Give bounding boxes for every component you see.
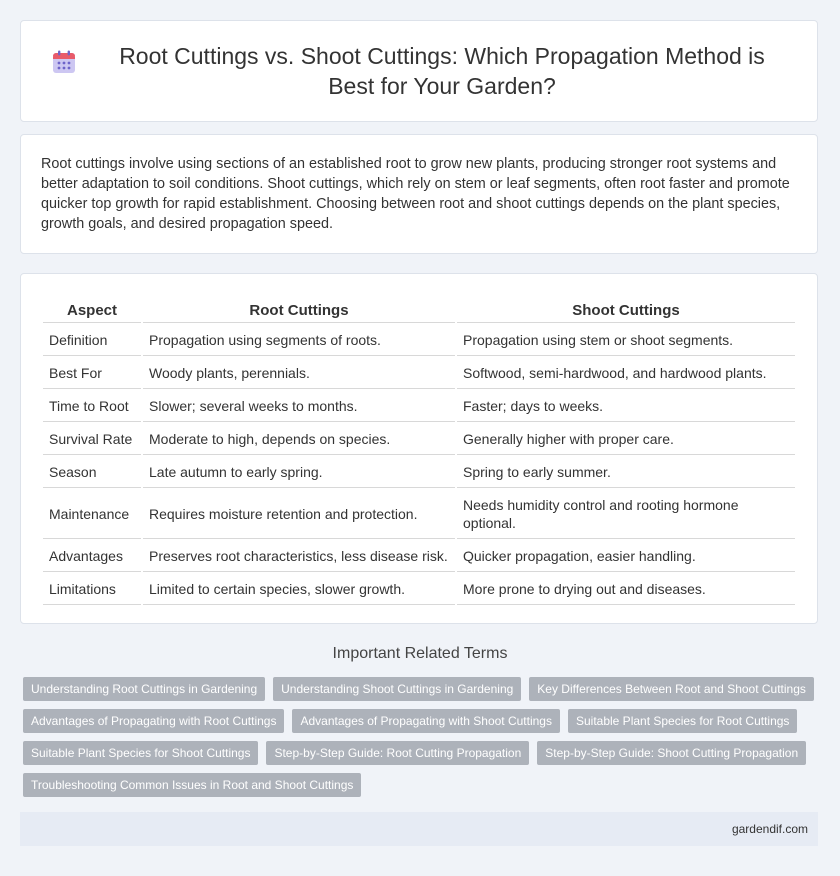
intro-paragraph: Root cuttings involve using sections of an established root to grow new plants, producing stronger root systems and better adaptation to soil conditions. Shoot cuttings, which rely on stem or leaf segments, often root faster and promote quicker top growth for rapid establishment. Choosing between root and shoot cuttings depends on the plant species, growth goals, and desired propagation speed. [41,156,790,232]
comparison-table [41,294,797,607]
root-cuttings-cell: Woody plants, perennials. [143,358,455,389]
root-cuttings-cell: Requires moisture retention and protection. [143,490,455,539]
aspect-cell: Definition [43,325,141,356]
related-term-tag[interactable]: Suitable Plant Species for Shoot Cuttings [23,741,258,765]
table-row [43,574,795,605]
table-row [43,325,795,356]
shoot-cuttings-cell: Propagation using stem or shoot segments. [457,325,795,356]
shoot-cuttings-cell: Spring to early summer. [457,457,795,488]
table-row [43,358,795,389]
table-header-row [43,296,795,323]
footer-bar [20,812,818,846]
related-term-tag[interactable]: Troubleshooting Common Issues in Root and Shoot Cuttings [23,773,361,797]
aspect-cell: Survival Rate [43,424,141,455]
related-term-tag[interactable]: Understanding Shoot Cuttings in Gardening [273,677,521,701]
related-term-tag[interactable]: Understanding Root Cuttings in Gardening [23,677,265,701]
footer-site-link[interactable]: gardendif.com [731,822,808,836]
table-row [43,424,795,455]
shoot-cuttings-cell: Needs humidity control and rooting hormone optional. [457,490,795,539]
aspect-cell: Limitations [43,574,141,605]
aspect-cell: Time to Root [43,391,141,422]
header-card [20,20,818,122]
shoot-cuttings-cell: Generally higher with proper care. [457,424,795,455]
related-term-tag[interactable]: Advantages of Propagating with Root Cuttings [23,709,284,733]
shoot-cuttings-cell: Quicker propagation, easier handling. [457,541,795,572]
related-terms-list [23,677,823,805]
related-term-tag[interactable]: Suitable Plant Species for Root Cuttings [568,709,797,733]
aspect-cell: Advantages [43,541,141,572]
table-row [43,541,795,572]
table-row [43,391,795,422]
comparison-table-card [20,273,818,624]
root-cuttings-cell: Late autumn to early spring. [143,457,455,488]
root-cuttings-cell: Moderate to high, depends on species. [143,424,455,455]
aspect-cell: Best For [43,358,141,389]
page-title: Root Cuttings vs. Shoot Cuttings: Which Propagation Method is Best for Your Garden? [119,43,765,99]
aspect-cell: Maintenance [43,490,141,539]
column-header-shoot-cuttings: Shoot Cuttings [457,296,795,323]
intro-card [20,134,818,254]
aspect-cell: Season [43,457,141,488]
related-term-tag[interactable]: Advantages of Propagating with Shoot Cuttings [292,709,560,733]
title-wrap [51,41,787,101]
related-term-tag[interactable]: Step-by-Step Guide: Root Cutting Propagation [266,741,529,765]
related-terms-title: Important Related Terms [332,645,508,662]
root-cuttings-cell: Slower; several weeks to months. [143,391,455,422]
column-header-aspect: Aspect [43,296,141,323]
related-term-tag[interactable]: Key Differences Between Root and Shoot Cuttings [529,677,814,701]
root-cuttings-cell: Propagation using segments of roots. [143,325,455,356]
root-cuttings-cell: Preserves root characteristics, less disease risk. [143,541,455,572]
table-row [43,490,795,539]
shoot-cuttings-cell: Softwood, semi-hardwood, and hardwood plants. [457,358,795,389]
root-cuttings-cell: Limited to certain species, slower growth. [143,574,455,605]
shoot-cuttings-cell: Faster; days to weeks. [457,391,795,422]
calendar-icon [51,49,77,75]
related-term-tag[interactable]: Step-by-Step Guide: Shoot Cutting Propagation [537,741,806,765]
table-row [43,457,795,488]
column-header-root-cuttings: Root Cuttings [143,296,455,323]
shoot-cuttings-cell: More prone to drying out and diseases. [457,574,795,605]
